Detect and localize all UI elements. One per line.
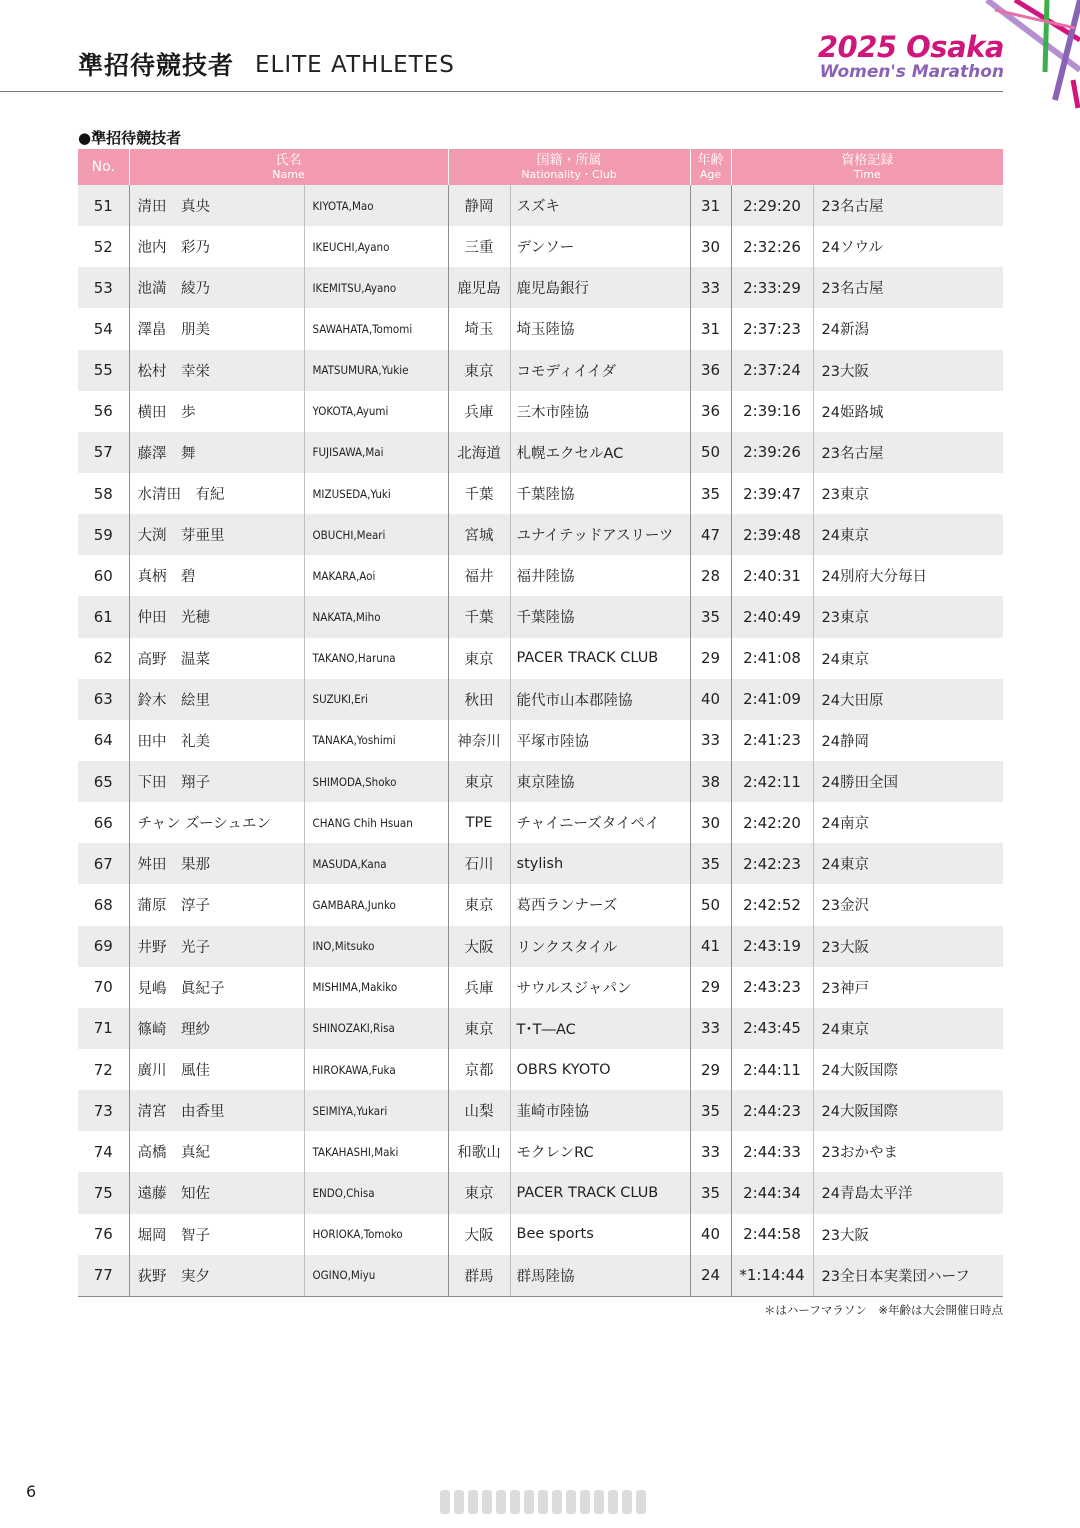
qualifying-race: 24青島太平洋: [813, 1172, 1003, 1213]
table-row: [78, 308, 1003, 349]
athlete-prefecture: 神奈川: [448, 720, 510, 761]
athlete-name-en: TAKAHASHI,Maki: [304, 1131, 448, 1172]
athlete-age: 38: [690, 761, 731, 802]
athlete-number: 68: [78, 884, 129, 925]
qualifying-race: 23神戸: [813, 967, 1003, 1008]
athlete-number: 63: [78, 679, 129, 720]
page-title-en: ELITE ATHLETES: [255, 52, 455, 78]
athlete-club: Bee sports: [510, 1214, 690, 1255]
athlete-number: 60: [78, 555, 129, 596]
athlete-club: 東京陸協: [510, 761, 690, 802]
athlete-age: 47: [690, 514, 731, 555]
athlete-name-jp: 荻野 実夕: [129, 1255, 304, 1297]
qualifying-time: 2:43:45: [731, 1008, 813, 1049]
athlete-name-jp: 下田 翔子: [129, 761, 304, 802]
athlete-name-en: ENDO,Chisa: [304, 1172, 448, 1213]
athlete-name-en: YOKOTA,Ayumi: [304, 391, 448, 432]
athlete-name-en: SUZUKI,Eri: [304, 679, 448, 720]
logo-ribbon-art: [975, 0, 1080, 110]
athlete-club: 千葉陸協: [510, 596, 690, 637]
athlete-club: 福井陸協: [510, 555, 690, 596]
athlete-club: 葛西ランナーズ: [510, 884, 690, 925]
qualifying-race: 23全日本実業団ハーフ: [813, 1255, 1003, 1297]
qualifying-time: 2:42:20: [731, 802, 813, 843]
athlete-name-jp: 仲田 光穂: [129, 596, 304, 637]
athlete-prefecture: 兵庫: [448, 967, 510, 1008]
table-row: [78, 267, 1003, 308]
athlete-name-en: INO,Mitsuko: [304, 926, 448, 967]
athlete-prefecture: 千葉: [448, 596, 510, 637]
athlete-age: 36: [690, 350, 731, 391]
table-row: [78, 720, 1003, 761]
athlete-name-jp: 井野 光子: [129, 926, 304, 967]
qualifying-race: 24東京: [813, 514, 1003, 555]
athlete-age: 35: [690, 1090, 731, 1131]
athlete-name-en: HORIOKA,Tomoko: [304, 1214, 448, 1255]
athlete-name-jp: 大渕 芽亜里: [129, 514, 304, 555]
athlete-number: 58: [78, 473, 129, 514]
athlete-name-jp: 蒲原 淳子: [129, 884, 304, 925]
athlete-number: 52: [78, 226, 129, 267]
qualifying-time: 2:40:49: [731, 596, 813, 637]
athlete-number: 69: [78, 926, 129, 967]
athlete-name-en: MATSUMURA,Yukie: [304, 350, 448, 391]
page-title-jp: 準招待競技者: [78, 51, 235, 80]
athlete-prefecture: 秋田: [448, 679, 510, 720]
athlete-number: 73: [78, 1090, 129, 1131]
athlete-name-jp: 高橋 真紀: [129, 1131, 304, 1172]
athlete-name-jp: 堀岡 智子: [129, 1214, 304, 1255]
table-row: [78, 926, 1003, 967]
athlete-number: 72: [78, 1049, 129, 1090]
athlete-name-jp: 横田 歩: [129, 391, 304, 432]
athlete-club: モクレンRC: [510, 1131, 690, 1172]
athlete-name-en: IKEUCHI,Ayano: [304, 226, 448, 267]
athlete-number: 66: [78, 802, 129, 843]
athlete-club: PACER TRACK CLUB: [510, 1172, 690, 1213]
qualifying-time: 2:40:31: [731, 555, 813, 596]
athlete-prefecture: 群馬: [448, 1255, 510, 1297]
athlete-name-jp: チャン ズーシュエン: [129, 802, 304, 843]
qualifying-race: 24大田原: [813, 679, 1003, 720]
athlete-age: 24: [690, 1255, 731, 1297]
table-row: [78, 967, 1003, 1008]
athlete-number: 59: [78, 514, 129, 555]
athlete-prefecture: 福井: [448, 555, 510, 596]
qualifying-race: 23おかやま: [813, 1131, 1003, 1172]
athlete-number: 54: [78, 308, 129, 349]
athlete-age: 30: [690, 802, 731, 843]
qualifying-time: 2:44:34: [731, 1172, 813, 1213]
qualifying-race: 23名古屋: [813, 267, 1003, 308]
qualifying-race: 24姫路城: [813, 391, 1003, 432]
table-row: [78, 185, 1003, 226]
athlete-name-en: MASUDA,Kana: [304, 843, 448, 884]
qualifying-race: 24大阪国際: [813, 1090, 1003, 1131]
qualifying-race: 24東京: [813, 638, 1003, 679]
table-row: [78, 473, 1003, 514]
qualifying-time: 2:29:20: [731, 185, 813, 226]
athlete-name-en: FUJISAWA,Mai: [304, 432, 448, 473]
athlete-club: コモディイイダ: [510, 350, 690, 391]
qualifying-time: 2:33:29: [731, 267, 813, 308]
athlete-name-jp: 廣川 風佳: [129, 1049, 304, 1090]
athlete-prefecture: 山梨: [448, 1090, 510, 1131]
qualifying-time: 2:39:16: [731, 391, 813, 432]
athlete-club: 埼玉陸協: [510, 308, 690, 349]
table-row: [78, 1214, 1003, 1255]
athlete-name-jp: 高野 温菜: [129, 638, 304, 679]
athlete-age: 36: [690, 391, 731, 432]
qualifying-time: 2:39:48: [731, 514, 813, 555]
qualifying-time: 2:43:19: [731, 926, 813, 967]
table-row: [78, 596, 1003, 637]
athlete-prefecture: 大阪: [448, 1214, 510, 1255]
athlete-club: デンソー: [510, 226, 690, 267]
athlete-prefecture: 北海道: [448, 432, 510, 473]
athlete-age: 40: [690, 679, 731, 720]
athlete-name-en: SHINOZAKI,Risa: [304, 1008, 448, 1049]
table-row: [78, 1172, 1003, 1213]
table-row: [78, 514, 1003, 555]
athlete-name-en: IKEMITSU,Ayano: [304, 267, 448, 308]
athlete-name-en: MISHIMA,Makiko: [304, 967, 448, 1008]
qualifying-race: 24ソウル: [813, 226, 1003, 267]
qualifying-time: 2:32:26: [731, 226, 813, 267]
athlete-prefecture: 大阪: [448, 926, 510, 967]
athlete-club: リンクスタイル: [510, 926, 690, 967]
athlete-age: 35: [690, 473, 731, 514]
page-number: 6: [26, 1482, 37, 1501]
athlete-age: 33: [690, 1008, 731, 1049]
athlete-name-jp: 見嶋 眞紀子: [129, 967, 304, 1008]
athlete-number: 61: [78, 596, 129, 637]
athlete-name-en: CHANG Chih Hsuan: [304, 802, 448, 843]
col-header-no: No.: [78, 149, 129, 185]
qualifying-race: 24勝田全国: [813, 761, 1003, 802]
athlete-name-jp: 田中 礼美: [129, 720, 304, 761]
athlete-club: サウルスジャパン: [510, 967, 690, 1008]
athlete-age: 41: [690, 926, 731, 967]
athlete-prefecture: 石川: [448, 843, 510, 884]
athlete-age: 50: [690, 432, 731, 473]
qualifying-time: 2:42:23: [731, 843, 813, 884]
logo-year-text: 2025 Osaka: [817, 30, 1004, 64]
table-row: [78, 761, 1003, 802]
qualifying-time: 2:39:26: [731, 432, 813, 473]
athlete-name-jp: 池満 綾乃: [129, 267, 304, 308]
athlete-number: 75: [78, 1172, 129, 1213]
athlete-age: 28: [690, 555, 731, 596]
qualifying-time: 2:41:09: [731, 679, 813, 720]
table-row: [78, 679, 1003, 720]
header-divider: [0, 91, 1003, 92]
athletes-table: [78, 149, 1003, 1297]
section-title: ●準招待競技者: [78, 129, 182, 147]
qualifying-race: 24別府大分毎日: [813, 555, 1003, 596]
athlete-name-en: SEIMIYA,Yukari: [304, 1090, 448, 1131]
athlete-club: スズキ: [510, 185, 690, 226]
qualifying-race: 24静岡: [813, 720, 1003, 761]
athlete-name-en: TANAKA,Yoshimi: [304, 720, 448, 761]
qualifying-time: 2:43:23: [731, 967, 813, 1008]
athlete-age: 33: [690, 1131, 731, 1172]
qualifying-race: 23大阪: [813, 926, 1003, 967]
qualifying-race: 23大阪: [813, 1214, 1003, 1255]
qualifying-time: 2:44:58: [731, 1214, 813, 1255]
athlete-number: 74: [78, 1131, 129, 1172]
athlete-club: 鹿児島銀行: [510, 267, 690, 308]
col-header-name: 氏名 Name: [129, 149, 448, 185]
qualifying-race: 23東京: [813, 473, 1003, 514]
page-header: [0, 0, 1080, 94]
qualifying-time: *1:14:44: [731, 1255, 813, 1297]
qualifying-race: 24東京: [813, 843, 1003, 884]
athlete-club: OBRS KYOTO: [510, 1049, 690, 1090]
table-row: [78, 884, 1003, 925]
athlete-name-en: SAWAHATA,Tomomi: [304, 308, 448, 349]
athlete-prefecture: 京都: [448, 1049, 510, 1090]
athlete-name-jp: 篠崎 理紗: [129, 1008, 304, 1049]
athlete-prefecture: TPE: [448, 802, 510, 843]
table-row: [78, 1090, 1003, 1131]
athlete-prefecture: 埼玉: [448, 308, 510, 349]
qualifying-time: 2:37:23: [731, 308, 813, 349]
athlete-name-jp: 遠藤 知佐: [129, 1172, 304, 1213]
athlete-age: 40: [690, 1214, 731, 1255]
athlete-club: T･T―AC: [510, 1008, 690, 1049]
athlete-club: stylish: [510, 843, 690, 884]
athlete-club: 能代市山本郡陸協: [510, 679, 690, 720]
athlete-age: 30: [690, 226, 731, 267]
col-header-time: 資格記録 Time: [731, 149, 1003, 185]
logo-subtitle-text: Women's Marathon: [819, 62, 1004, 82]
athlete-prefecture: 東京: [448, 761, 510, 802]
athlete-club: 群馬陸協: [510, 1255, 690, 1297]
athlete-prefecture: 東京: [448, 638, 510, 679]
athlete-name-jp: 清田 真央: [129, 185, 304, 226]
athlete-prefecture: 千葉: [448, 473, 510, 514]
athlete-name-en: NAKATA,Miho: [304, 596, 448, 637]
athlete-prefecture: 三重: [448, 226, 510, 267]
athlete-number: 53: [78, 267, 129, 308]
athlete-club: ユナイテッドアスリーツ: [510, 514, 690, 555]
qualifying-race: 24南京: [813, 802, 1003, 843]
col-header-age: 年齢 Age: [690, 149, 731, 185]
qualifying-race: 23金沢: [813, 884, 1003, 925]
athlete-name-en: OBUCHI,Meari: [304, 514, 448, 555]
athlete-club: 平塚市陸協: [510, 720, 690, 761]
table-row: [78, 432, 1003, 473]
table-row: [78, 1255, 1003, 1297]
table-row: [78, 843, 1003, 884]
athlete-age: 29: [690, 638, 731, 679]
athlete-age: 31: [690, 308, 731, 349]
qualifying-race: 23名古屋: [813, 432, 1003, 473]
athlete-age: 35: [690, 596, 731, 637]
athlete-age: 35: [690, 1172, 731, 1213]
athlete-club: 三木市陸協: [510, 391, 690, 432]
athlete-name-en: MAKARA,Aoi: [304, 555, 448, 596]
athlete-number: 67: [78, 843, 129, 884]
athlete-number: 76: [78, 1214, 129, 1255]
athlete-prefecture: 兵庫: [448, 391, 510, 432]
athlete-name-en: HIROKAWA,Fuka: [304, 1049, 448, 1090]
athlete-club: 韮崎市陸協: [510, 1090, 690, 1131]
athlete-name-jp: 舛田 果那: [129, 843, 304, 884]
athlete-number: 71: [78, 1008, 129, 1049]
athlete-number: 65: [78, 761, 129, 802]
athlete-name-en: KIYOTA,Mao: [304, 185, 448, 226]
qualifying-race: 23名古屋: [813, 185, 1003, 226]
table-row: [78, 226, 1003, 267]
athlete-name-jp: 松村 幸栄: [129, 350, 304, 391]
athlete-club: 札幌エクセルAC: [510, 432, 690, 473]
athlete-name-en: TAKANO,Haruna: [304, 638, 448, 679]
col-header-nationality: 国籍・所属 Nationality・Club: [448, 149, 690, 185]
qualifying-time: 2:37:24: [731, 350, 813, 391]
athlete-prefecture: 東京: [448, 1008, 510, 1049]
qualifying-race: 24東京: [813, 1008, 1003, 1049]
athlete-age: 29: [690, 967, 731, 1008]
table-header-row: [78, 149, 1003, 185]
athlete-number: 56: [78, 391, 129, 432]
table-row: [78, 555, 1003, 596]
athlete-name-en: OGINO,Miyu: [304, 1255, 448, 1297]
athlete-number: 62: [78, 638, 129, 679]
table-row: [78, 350, 1003, 391]
qualifying-race: 23大阪: [813, 350, 1003, 391]
qualifying-race: 23東京: [813, 596, 1003, 637]
athlete-name-en: MIZUSEDA,Yuki: [304, 473, 448, 514]
table-row: [78, 391, 1003, 432]
athlete-name-jp: 澤畠 朋美: [129, 308, 304, 349]
athlete-prefecture: 東京: [448, 350, 510, 391]
qualifying-race: 24大阪国際: [813, 1049, 1003, 1090]
qualifying-time: 2:41:23: [731, 720, 813, 761]
athlete-number: 64: [78, 720, 129, 761]
qualifying-time: 2:44:23: [731, 1090, 813, 1131]
athlete-number: 70: [78, 967, 129, 1008]
athlete-name-jp: 藤澤 舞: [129, 432, 304, 473]
table-row: [78, 638, 1003, 679]
table-row: [78, 1049, 1003, 1090]
athlete-number: 57: [78, 432, 129, 473]
athlete-prefecture: 東京: [448, 884, 510, 925]
athlete-age: 33: [690, 720, 731, 761]
qualifying-time: 2:44:33: [731, 1131, 813, 1172]
footnote: ＊はハーフマラソン ※年齢は大会開催日時点: [763, 1303, 1003, 1317]
watermark-strip: [440, 1490, 650, 1516]
athlete-age: 29: [690, 1049, 731, 1090]
qualifying-time: 2:39:47: [731, 473, 813, 514]
athlete-name-jp: 池内 彩乃: [129, 226, 304, 267]
athlete-number: 77: [78, 1255, 129, 1297]
qualifying-time: 2:42:52: [731, 884, 813, 925]
athlete-club: チャイニーズタイペイ: [510, 802, 690, 843]
athlete-prefecture: 宮城: [448, 514, 510, 555]
athlete-name-en: GAMBARA,Junko: [304, 884, 448, 925]
athlete-age: 33: [690, 267, 731, 308]
table-row: [78, 1131, 1003, 1172]
athlete-club: PACER TRACK CLUB: [510, 638, 690, 679]
qualifying-race: 24新潟: [813, 308, 1003, 349]
qualifying-time: 2:44:11: [731, 1049, 813, 1090]
table-row: [78, 802, 1003, 843]
athlete-age: 35: [690, 843, 731, 884]
qualifying-time: 2:42:11: [731, 761, 813, 802]
athlete-prefecture: 東京: [448, 1172, 510, 1213]
athlete-name-jp: 清宮 由香里: [129, 1090, 304, 1131]
athlete-prefecture: 静岡: [448, 185, 510, 226]
athlete-prefecture: 鹿児島: [448, 267, 510, 308]
athlete-club: 千葉陸協: [510, 473, 690, 514]
athlete-age: 31: [690, 185, 731, 226]
athlete-number: 55: [78, 350, 129, 391]
athlete-name-jp: 真柄 碧: [129, 555, 304, 596]
athlete-number: 51: [78, 185, 129, 226]
table-row: [78, 1008, 1003, 1049]
athlete-prefecture: 和歌山: [448, 1131, 510, 1172]
athlete-name-jp: 水清田 有紀: [129, 473, 304, 514]
athlete-age: 50: [690, 884, 731, 925]
qualifying-time: 2:41:08: [731, 638, 813, 679]
athlete-name-jp: 鈴木 絵里: [129, 679, 304, 720]
athlete-name-en: SHIMODA,Shoko: [304, 761, 448, 802]
